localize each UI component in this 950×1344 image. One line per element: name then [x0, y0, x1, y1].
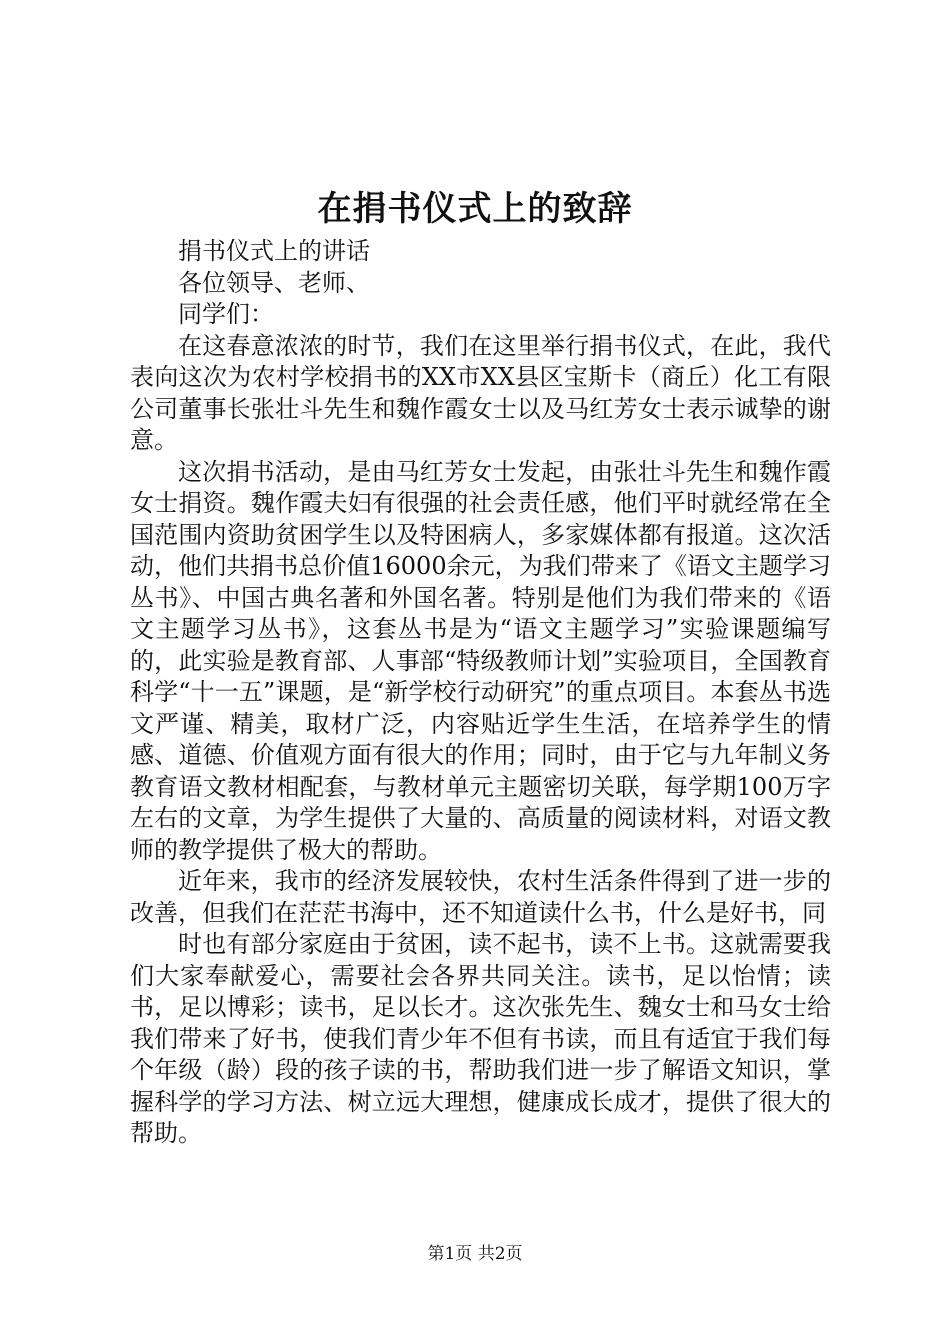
paragraph-3: 近年来，我市的经济发展较快，农村生活条件得到了进一步的改善，但我们在茫茫书海中，还不知道读什么书，什么是好书，同 — [130, 867, 831, 927]
document-title: 在捐书仪式上的致辞 — [317, 189, 633, 229]
paragraph-salutation-1: 各位领导、老师、 — [178, 268, 370, 297]
document-body — [130, 236, 831, 1150]
page-footer — [0, 1242, 950, 1266]
paragraph-4: 时也有部分家庭由于贫困，读不起书，读不上书。这就需要我们大家奉献爱心，需要社会各界共同关注。读书，足以怡情；读书，足以博彩；读书，足以长才。这次张先生、魏女士和马女士给我们带来了好书，使我们青少年不但有书读，而且有适宜于我们每个年级（龄）段的孩子读的书，帮助我们进一步了解语文知识，掌握科学的学习方法、树立远大理想，健康成长成才，提供了很大的帮助。 — [130, 930, 831, 1147]
paragraph-2: 这次捐书活动，是由马红芳女士发起，由张壮斗先生和魏作霞女士捐资。魏作霞夫妇有很强的社会责任感，他们平时就经常在全国范围内资助贫困学生以及特困病人，多家媒体都有报道。这次活动，他们共捐书总价值16000余元，为我们带来了《语文主题学习丛书》、中国古典名著和外国名著。特别是他们为我们带来的《语文主题学习丛书》，这套丛书是为“语文主题学习”实验课题编写的，此实验是教育部、人事部“特级教师计划”实验项目，全国教育科学“十一五”课题，是“新学校行动研究”的重点项目。本套丛书选文严谨、精美，取材广泛，内容贴近学生生活，在培养学生的情感、道德、价值观方面有很大的作用；同时，由于它与九年制义务教育语文教材相配套，与教材单元主题密切关联，每学期100万字左右的文章，为学生提供了大量的、高质量的阅读材料，对语文教师的教学提供了极大的帮助。 — [130, 457, 831, 864]
paragraph-salutation-2: 同学们： — [178, 300, 274, 328]
paragraph-heading: 捐书仪式上的讲话 — [178, 237, 370, 265]
paragraph-1: 在这春意浓浓的时节，我们在这里举行捐书仪式，在此，我代表向这次为农村学校捐书的XX市XX县区宝斯卡（商丘）化工有限公司董事长张壮斗先生和魏作霞女士以及马红芳女士表示诚挚的谢意。 — [130, 331, 831, 454]
page-number: 第1页 共2页 — [427, 1244, 523, 1264]
